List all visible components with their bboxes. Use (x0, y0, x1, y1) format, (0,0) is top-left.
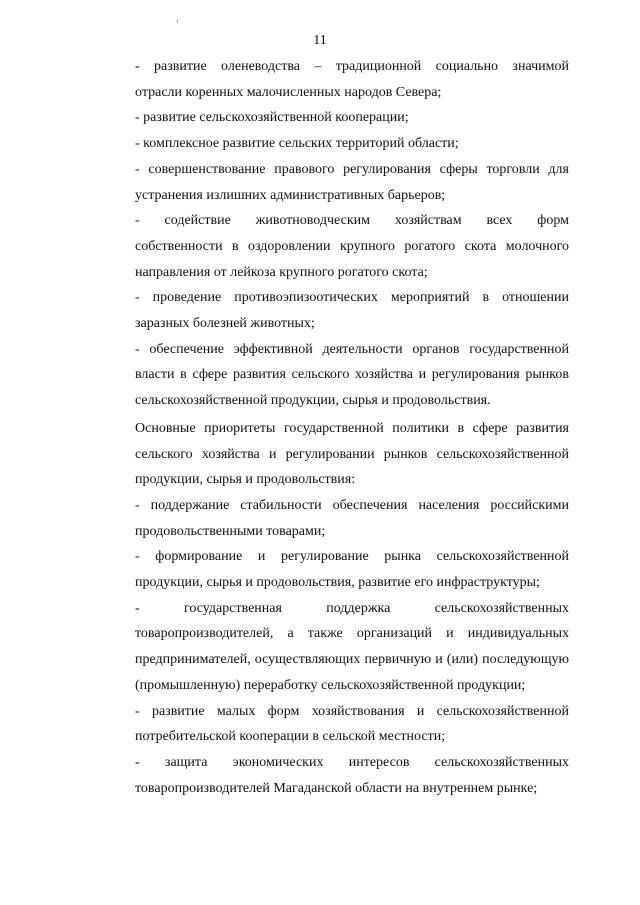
page-number: 11 (313, 33, 327, 48)
text-line: продукции, сырья и продовольствия, развитие его инфраструктуры; (135, 575, 540, 591)
paragraph-stability (101, 493, 569, 544)
text-line: предпринимателей, осуществляющих первичную и (или) последующую (135, 652, 569, 668)
text-line: - комплексное развитие сельских территорий области; (135, 136, 459, 152)
paragraph-antiepizootic (101, 285, 569, 336)
text-line: - государственная поддержка сельскохозяйственных (135, 600, 569, 616)
text-line: власти в сфере развития сельского хозяйства и регулирования рынков (135, 367, 569, 383)
paragraph-small-forms (101, 699, 569, 750)
text-line: товаропроизводителей Магаданской области на внутреннем рынке; (135, 780, 538, 796)
paragraph-state-support (101, 596, 569, 699)
paragraph-livestock-help (101, 208, 569, 285)
text-line: продовольственными товарами; (135, 523, 326, 539)
text-line: - проведение противоэпизоотических мероприятий в отношении (135, 290, 569, 306)
text-line: - обеспечение эффективной деятельности органов государственной (135, 341, 569, 357)
text-line: - совершенствование правового регулирования сферы торговли для (135, 161, 569, 177)
text-line: (промышленную) переработку сельскохозяйственной продукции; (135, 677, 526, 693)
text-line: - содействие животноводческим хозяйствам всех форм (135, 213, 569, 229)
text-line: сельского хозяйства и регулировании рынков сельскохозяйственной (135, 446, 569, 462)
text-line: - защита экономических интересов сельскохозяйственных (135, 754, 569, 770)
text-line: Основные приоритеты государственной политики в сфере развития (135, 420, 569, 436)
text-line: собственности в оздоровлении крупного рогатого скота молочного (135, 238, 569, 254)
text-line: заразных болезней животных; (135, 316, 315, 332)
paragraph-agri-coop (101, 105, 569, 131)
paragraph-government-bodies (101, 337, 569, 414)
scan-tick-mark (177, 20, 178, 23)
paragraph-rural-territories (101, 131, 569, 157)
paragraph-trade-regulation (101, 157, 569, 208)
paragraph-reindeer (101, 54, 569, 105)
text-line: продукции, сырья и продовольствия: (135, 472, 356, 488)
text-line: отрасли коренных малочисленных народов Севера; (135, 84, 442, 100)
document-body (101, 54, 569, 801)
text-line: - формирование и регулирование рынка сельскохозяйственной (135, 549, 569, 565)
text-line: - развитие оленеводства – традиционной социально значимой (135, 59, 569, 74)
text-line: направления от лейкоза крупного рогатого скота; (135, 264, 428, 280)
paragraph-economic-interests (101, 750, 569, 801)
paragraph-market-formation (101, 544, 569, 595)
text-line: устранения излишних административных барьеров; (135, 187, 446, 203)
text-line: - развитие малых форм хозяйствования и сельскохозяйственной (135, 703, 569, 719)
text-line: - развитие сельскохозяйственной кооперации; (135, 110, 409, 126)
text-line: - поддержание стабильности обеспечения населения российскими (135, 497, 569, 513)
text-line: потребительской кооперации в сельской местности; (135, 729, 446, 745)
text-line: сельскохозяйственной продукции, сырья и продовольствия. (135, 393, 491, 409)
text-line: товаропроизводителей, а также организаций и индивидуальных (135, 626, 569, 642)
paragraph-priorities (101, 416, 569, 493)
